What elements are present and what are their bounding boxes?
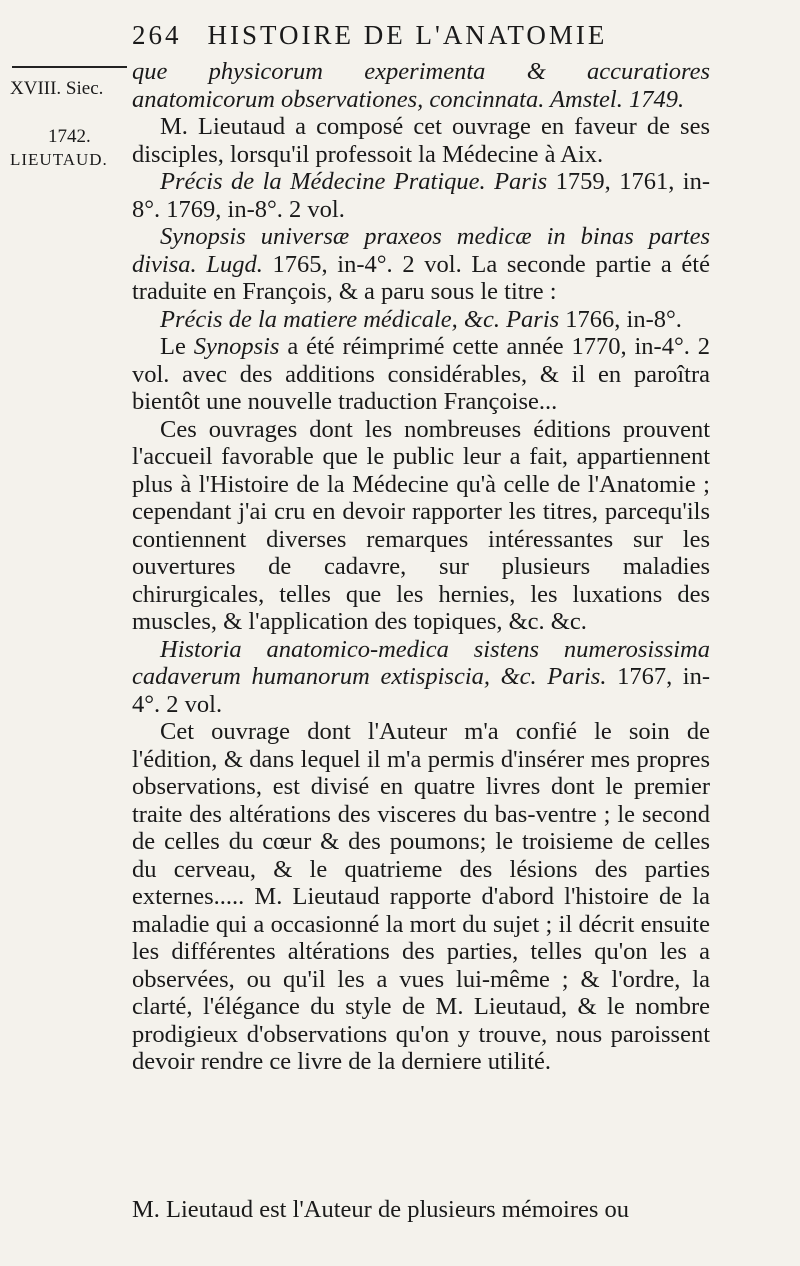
- paragraph-2: M. Lieutaud a composé cet ouvrage en faveur de ses disciples, lorsqu'il professoit la Médecine à Aix.: [132, 113, 710, 168]
- page-number: 264: [132, 20, 182, 50]
- paragraph-4: [132, 223, 710, 306]
- catch-line: M. Lieutaud est l'Auteur de plusieurs mémoires ou: [132, 1196, 630, 1223]
- book-title: Précis de la Médecine Pratique. Paris: [160, 168, 548, 195]
- paragraph-3: [132, 168, 710, 223]
- margin-note-century: XVIII. Siec.: [10, 78, 104, 99]
- text-run: a été réimprimé cette année 1770, in-4°. 2 vol. avec des additions considérables, & il en paroîtra bientôt une nouvelle traduction Françoise...: [132, 333, 710, 415]
- paragraph-8: [132, 636, 710, 719]
- publication-details: 1765, in-4°. 2 vol. La seconde partie a été traduite en François, & a paru sous le titre :: [132, 250, 710, 305]
- running-title: HISTOIRE DE L'ANATOMIE: [207, 20, 608, 50]
- paragraph-5: [132, 306, 710, 334]
- book-title: Historia anatomico-medica sistens numerosissima cadaverum humanorum extispiscia, &c. Paris.: [132, 635, 710, 690]
- margin-rule: [12, 66, 127, 68]
- main-text: [132, 58, 710, 1076]
- paragraph-7: Ces ouvrages dont les nombreuses éditions prouvent l'accueil favorable que le public leur a fait, appartiennent plus à l'Histoire de la Médecine qu'à celle de l'Anatomie ; cependant j'ai cru en devoir rapporter les titres, parcequ'ils contiennent diverses remarques intéressantes sur les ouvertures de cadavre, sur plusieurs maladies chirurgicales, telles que les hernies, les luxations des muscles, & l'application des topiques, &c. &c.: [132, 415, 710, 635]
- paragraph-1: que physicorum experimenta & accuratiores anatomicorum observationes, concinnata. Amstel. 1749.: [132, 58, 710, 113]
- publication-details: 1759, 1761, in-8°. 1769, in-8°. 2 vol.: [132, 168, 710, 223]
- margin-note-author: LIEUTAUD.: [10, 150, 108, 169]
- publication-details: 1766, in-8°.: [559, 305, 682, 333]
- text-run: Le: [160, 333, 194, 360]
- book-title: Synopsis universæ praxeos medicæ in binas partes divisa. Lugd.: [132, 223, 710, 278]
- book-title: Précis de la matiere médicale, &c. Paris: [160, 305, 560, 333]
- paragraph-9: Cet ouvrage dont l'Auteur m'a confié le soin de l'édition, & dans lequel il m'a permis d'insérer mes propres observations, est divisé en quatre livres dont le premier traite des altérations des visceres du bas-ventre ; le second de celles du cœur & des poumons; le troisieme de celles du cerveau, & le quatrieme des lésions des parties externes..... M. Lieutaud rapporte d'abord l'histoire de la maladie qui a occasionné la mort du sujet ; il décrit ensuite les différentes altérations des parties, telles qu'on les a observées, ou qu'il les a vues lui-même ; & l'ordre, la clarté, l'élégance du style de M. Lieutaud, & le nombre prodigieux d'observations qu'on y trouve, nous paroissent devoir rendre ce livre de la derniere utilité.: [132, 718, 710, 1075]
- publication-details: 1767, in-4°. 2 vol.: [132, 663, 710, 718]
- margin-note-year: 1742.: [48, 126, 91, 147]
- book-title: Synopsis: [193, 333, 280, 360]
- page-header: [132, 20, 722, 51]
- paragraph-6: [132, 333, 710, 416]
